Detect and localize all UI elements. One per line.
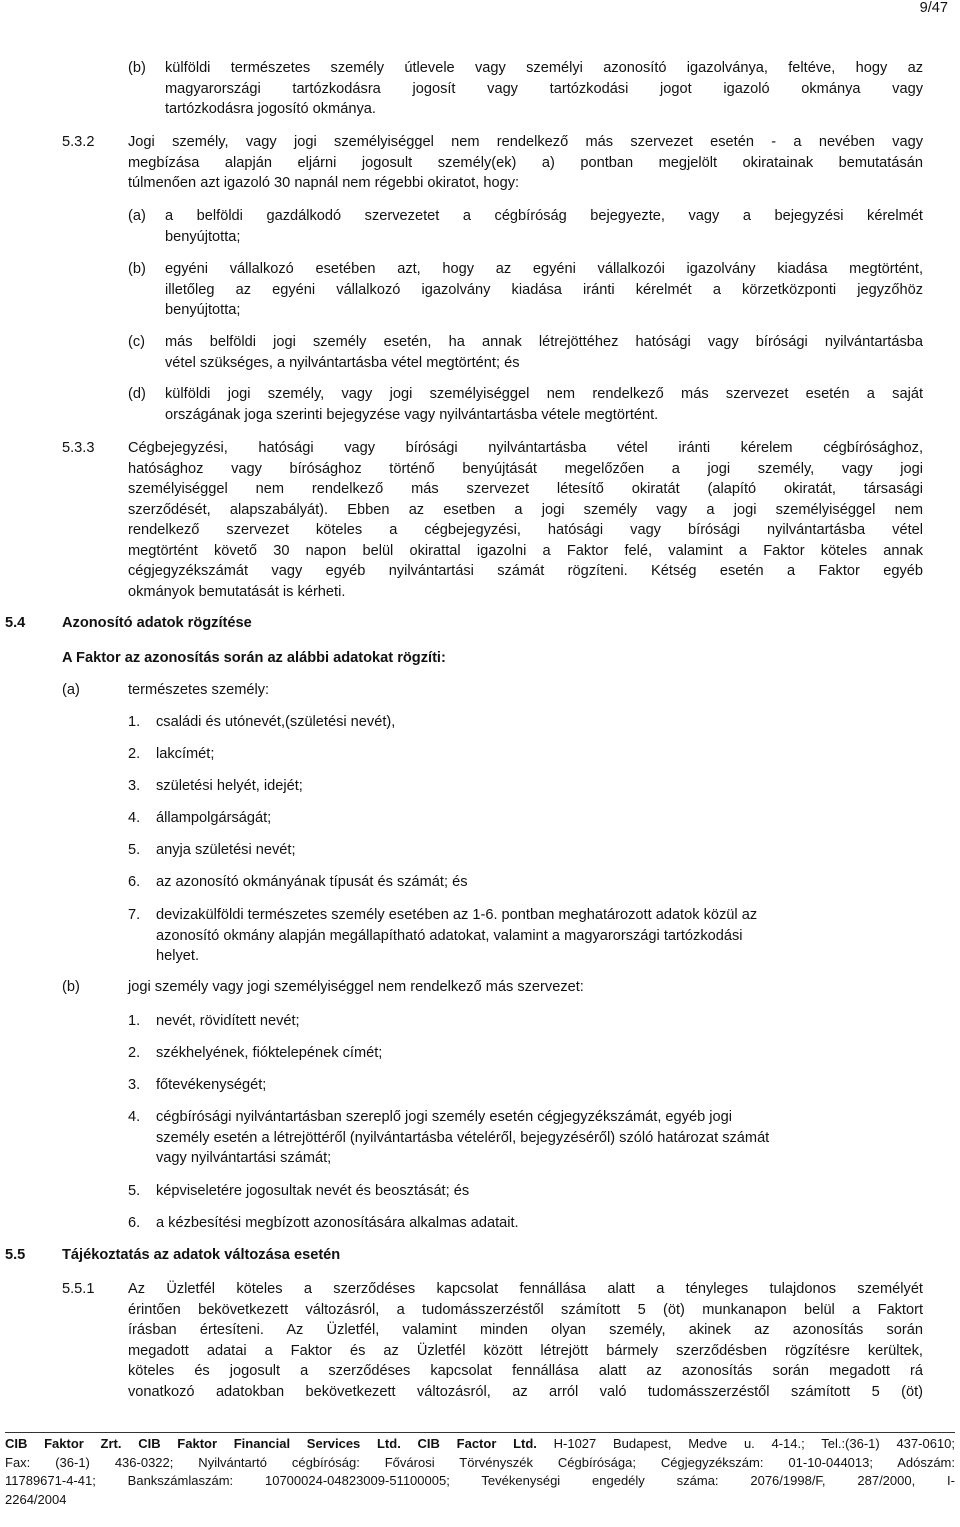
text-line: devizakülföldi természetes személy esetében az 1-6. pontban meghatározott adatok közül az <box>156 907 758 923</box>
item-c-text <box>165 332 923 373</box>
text-line: megbízása alapján eljárni jogosult személy(ek) a) pontban megjelölt okiratainak bemutatásán <box>128 154 923 171</box>
text-line: azonosító okmány alapján megállapítható adatokat, valamint a magyarországi tartózkodási <box>156 927 743 944</box>
text-line: országának joga szerinti bejegyzése vagy nyilvántartásba vétele megtörtént. <box>165 406 659 423</box>
list-a-heading: természetes személy: <box>128 682 270 698</box>
list-item-number: 4. <box>128 810 141 826</box>
text-line: Az Üzletfél köteles a szerződéses kapcsolat fennállása alatt a tényleges tulajdonos személyét <box>128 1281 923 1297</box>
section-number-5-5: 5.5 <box>5 1247 26 1263</box>
list-item: az azonosító okmányának típusát és számát; és <box>156 874 468 890</box>
section-number-5-5-1: 5.5.1 <box>62 1281 95 1297</box>
list-item-number: 1. <box>128 1013 141 1029</box>
intro-b-text <box>165 58 923 120</box>
list-item: anyja születési nevét; <box>156 842 296 858</box>
list-item: állampolgárságát; <box>156 810 272 826</box>
list-item: főtevékenységét; <box>156 1077 267 1093</box>
text-line: vonatkozó adatokban bekövetkezett változásról, az arról való tudomásszerzéstől számított 5 (öt) <box>128 1383 923 1400</box>
text-line: cégbírósági nyilvántartásban szereplő jogi személy esetén cégjegyzékszámát, egyéb jogi <box>156 1109 732 1125</box>
text-line: írásban értesíteni. Az Üzletfél, valamint minden olyan személy, akinek az azonosítás során <box>128 1322 923 1338</box>
section-title-5-5: Tájékoztatás az adatok változása esetén <box>62 1247 341 1263</box>
list-item: képviseletére jogosultak nevét és beosztását; és <box>156 1183 470 1199</box>
list-item-number: 6. <box>128 874 141 890</box>
list-item-number: 5. <box>128 842 141 858</box>
footer-line <box>5 1435 955 1454</box>
text-line: más belföldi jogi személy esetén, ha annak létrejöttéhez hatósági vagy bírósági nyilvántartásba <box>165 334 923 350</box>
list-item-number: 7. <box>128 907 141 923</box>
text-line: megadott adatai a Faktor és az Üzletfél között létrejött bármely szerződésben rögzítésre kerültek, <box>128 1342 923 1359</box>
text-line: benyújtotta; <box>165 228 241 245</box>
item-a-label: (a) <box>128 208 146 224</box>
text-line: helyet. <box>156 948 199 964</box>
text-line: külföldi jogi személy, vagy jogi személyiséggel nem rendelkező más szervezet esetén a saját <box>165 386 923 402</box>
text-line: vétel szükséges, a nyilvántartásba vétel megtörtént; és <box>165 354 520 371</box>
text-line: benyújtotta; <box>165 302 241 318</box>
footer-line: Fax: (36-1) 436-0322; Nyilvántartó cégbíróság: Fővárosi Törvényszék Cégbírósága; Cégjegyzékszám: 01-10-044013; Adószám: <box>5 1454 955 1470</box>
text-line: megtörtént követő 30 napon belül okirattal igazolni a Faktor felé, valamint a Faktor köteles annak <box>128 542 923 559</box>
list-item-number: 2. <box>128 746 141 762</box>
footer-company-hu: CIB Faktor Zrt. <box>5 1436 122 1451</box>
list-item <box>156 1107 916 1169</box>
text-line: cégjegyzékszámát vagy egyéb nyilvántartási számát rögzíteni. Kétség esetén a Faktor egyéb <box>128 563 923 579</box>
list-item-number: 5. <box>128 1183 141 1199</box>
text-line: rendelkező szervezet köteles a cégbejegyzési, hatósági vagy bírósági nyilvántartásba vétel <box>128 522 923 538</box>
text-line: tartózkodásra jogosító okmánya. <box>165 101 376 117</box>
page-number: 9/47 <box>919 0 948 16</box>
section-5-5-1-text <box>128 1279 923 1402</box>
section-number-5-3-3: 5.3.3 <box>62 440 95 456</box>
section-subtitle-5-4: A Faktor az azonosítás során az alábbi adatokat rögzíti: <box>62 650 446 666</box>
text-line: köteles és jogosult a szerződéses kapcsolat fennállása alatt az azonosítás során megadott rá <box>128 1363 923 1379</box>
footer-address: H-1027 Budapest, Medve u. 4-14.; Tel.:(36-1) 437-0610; <box>553 1436 955 1451</box>
list-b-label: (b) <box>62 979 80 995</box>
text-line: szerződését, alapszabályát). Ebben az esetben a jogi személy vagy a jogi személyiséggel nem <box>128 501 923 518</box>
intro-b-label: (b) <box>128 60 146 76</box>
list-b-heading: jogi személy vagy jogi személyiséggel nem rendelkező más szervezet: <box>128 979 584 995</box>
page-footer <box>5 1432 955 1509</box>
item-d-label: (d) <box>128 386 146 402</box>
text-line: túlmenően azt igazoló 30 napnál nem régebbi okiratot, hogy: <box>128 175 520 191</box>
list-item <box>156 905 896 967</box>
list-item: a kézbesítési megbízott azonosítására alkalmas adatait. <box>156 1215 519 1231</box>
list-item-number: 3. <box>128 778 141 794</box>
footer-line: 2264/2004 <box>5 1491 67 1507</box>
section-5-3-3-text <box>128 438 923 602</box>
text-line: vagy nyilvántartási számát; <box>156 1150 332 1166</box>
text-line: külföldi természetes személy útlevele vagy személyi azonosító igazolványa, feltéve, hogy az <box>165 60 923 76</box>
list-item-number: 1. <box>128 714 141 730</box>
text-line: Jogi személy, vagy jogi személyiséggel nem rendelkező más szervezet esetén - a nevében vagy <box>128 134 923 150</box>
list-item-number: 2. <box>128 1045 141 1061</box>
text-line: hatósághoz vagy bírósághoz történő benyújtását megelőzően a jogi személy, vagy jogi <box>128 460 923 477</box>
item-b-label: (b) <box>128 261 146 277</box>
section-number-5-4: 5.4 <box>5 615 26 631</box>
list-a-label: (a) <box>62 682 80 698</box>
text-line: magyarországi tartózkodásra jogosít vagy tartózkodási jogot igazoló okmánya vagy <box>165 80 923 97</box>
item-d-text <box>165 384 923 425</box>
text-line: illetőleg az egyéni vállalkozó igazolvány kiadása iránti kérelmét a körzetközponti jegyzőhöz <box>165 281 923 298</box>
list-item: családi és utónevét,(születési nevét), <box>156 714 396 730</box>
list-item: székhelyének, fióktelepének címét; <box>156 1045 383 1061</box>
section-5-3-2-text <box>128 132 923 194</box>
list-item-number: 3. <box>128 1077 141 1093</box>
item-a-text <box>165 206 923 247</box>
footer-line: 11789671-4-41; Bankszámlaszám: 10700024-04823009-51100005; Tevékenységi engedély száma: 2076/1998/F, 287/2000, I- <box>5 1473 955 1488</box>
text-line: egyéni vállalkozó esetében azt, hogy az egyéni vállalkozói igazolvány kiadása megtörtént, <box>165 261 923 277</box>
text-line: okmányok bemutatását is kérheti. <box>128 583 346 600</box>
text-line: Cégbejegyzési, hatósági vagy bírósági nyilvántartásba vétel iránti kérelem cégbírósághoz, <box>128 440 923 456</box>
footer-company-en: CIB Faktor Financial Services Ltd. <box>138 1436 401 1451</box>
item-b-text <box>165 259 923 321</box>
section-title-5-4: Azonosító adatok rögzítése <box>62 615 252 631</box>
footer-company-en-short: CIB Factor Ltd. <box>417 1436 537 1451</box>
text-line: személy esetén a létrejöttéről (nyilvántartásba vételéről, bejegyzéséről) szóló határozat számát <box>156 1129 770 1146</box>
list-item-number: 6. <box>128 1215 141 1231</box>
item-c-label: (c) <box>128 334 146 350</box>
list-item: születési helyét, idejét; <box>156 778 303 794</box>
list-item: nevét, rövidített nevét; <box>156 1013 300 1029</box>
text-line: érintően bekövetkezett változásról, a tudomásszerzéstől számított 5 (öt) munkanapon belül a Faktort <box>128 1301 923 1318</box>
text-line: személyiséggel nem rendelkező más szervezet létesítő okiratát (alapító okiratát, társasági <box>128 481 923 497</box>
section-number-5-3-2: 5.3.2 <box>62 134 95 150</box>
text-line: a belföldi gazdálkodó szervezetet a cégbíróság bejegyezte, vagy a bejegyzési kérelmét <box>165 208 923 224</box>
list-item: lakcímét; <box>156 746 215 762</box>
list-item-number: 4. <box>128 1109 141 1125</box>
